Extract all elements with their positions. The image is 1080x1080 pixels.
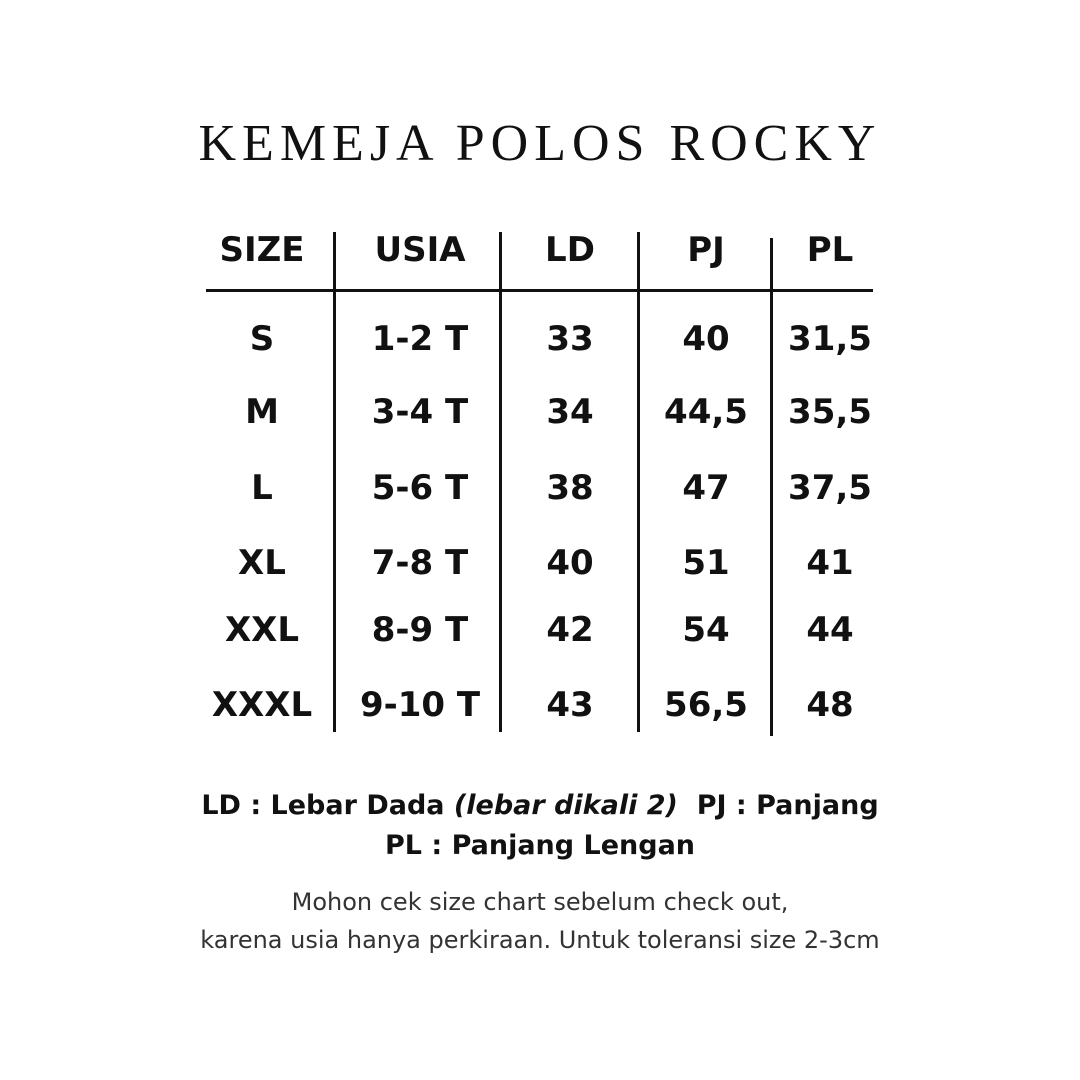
cell-ld: 42 (546, 610, 594, 650)
cell-usia: 1-2 T (371, 319, 469, 359)
cell-ld: 40 (546, 543, 594, 583)
header-size: SIZE (219, 230, 305, 270)
cell-pj: 44,5 (664, 392, 748, 432)
cell-size: XL (238, 543, 286, 583)
cell-usia: 7-8 T (371, 543, 469, 583)
column-divider-4 (770, 238, 773, 736)
cell-usia: 3-4 T (371, 392, 469, 432)
legend-line-1 (0, 786, 1080, 826)
legend-pj: PJ : Panjang (696, 790, 879, 821)
cell-pl: 37,5 (788, 468, 872, 508)
cell-usia: 5-6 T (371, 468, 469, 508)
legend-pl: PL : Panjang Lengan (384, 830, 696, 861)
cell-pl: 44 (806, 610, 854, 650)
cell-pj: 40 (682, 319, 730, 359)
cell-size: XXXL (211, 685, 313, 725)
cell-ld: 38 (546, 468, 594, 508)
cell-ld: 43 (546, 685, 594, 725)
header-ld: LD (545, 230, 595, 270)
cell-usia: 9-10 T (359, 685, 481, 725)
cell-pl: 48 (806, 685, 854, 725)
column-divider-3 (637, 232, 640, 732)
header-usia: USIA (374, 230, 466, 270)
column-divider-1 (333, 232, 336, 732)
legend-ld-note: (lebar dikali 2) (453, 790, 678, 821)
column-divider-2 (499, 232, 502, 732)
note-line-2: karena usia hanya perkiraan. Untuk toleransi size 2-3cm (200, 926, 880, 954)
cell-pl: 41 (806, 543, 854, 583)
header-pl: PL (806, 230, 854, 270)
cell-ld: 34 (546, 392, 594, 432)
cell-size: L (251, 468, 273, 508)
header-pj: PJ (687, 230, 725, 270)
cell-size: M (245, 392, 279, 432)
cell-usia: 8-9 T (371, 610, 469, 650)
cell-ld: 33 (546, 319, 594, 359)
cell-pj: 56,5 (664, 685, 748, 725)
cell-size: S (249, 319, 275, 359)
cell-pj: 54 (682, 610, 730, 650)
cell-pl: 31,5 (788, 319, 872, 359)
cell-pj: 51 (682, 543, 730, 583)
cell-pj: 47 (682, 468, 730, 508)
legend-line-2 (0, 826, 1080, 866)
page-title: KEMEJA POLOS ROCKY (198, 115, 882, 172)
cell-pl: 35,5 (788, 392, 872, 432)
cell-size: XXL (224, 610, 300, 650)
note-line-1: Mohon cek size chart sebelum check out, (291, 888, 789, 916)
legend-ld: LD : Lebar Dada (201, 790, 445, 821)
